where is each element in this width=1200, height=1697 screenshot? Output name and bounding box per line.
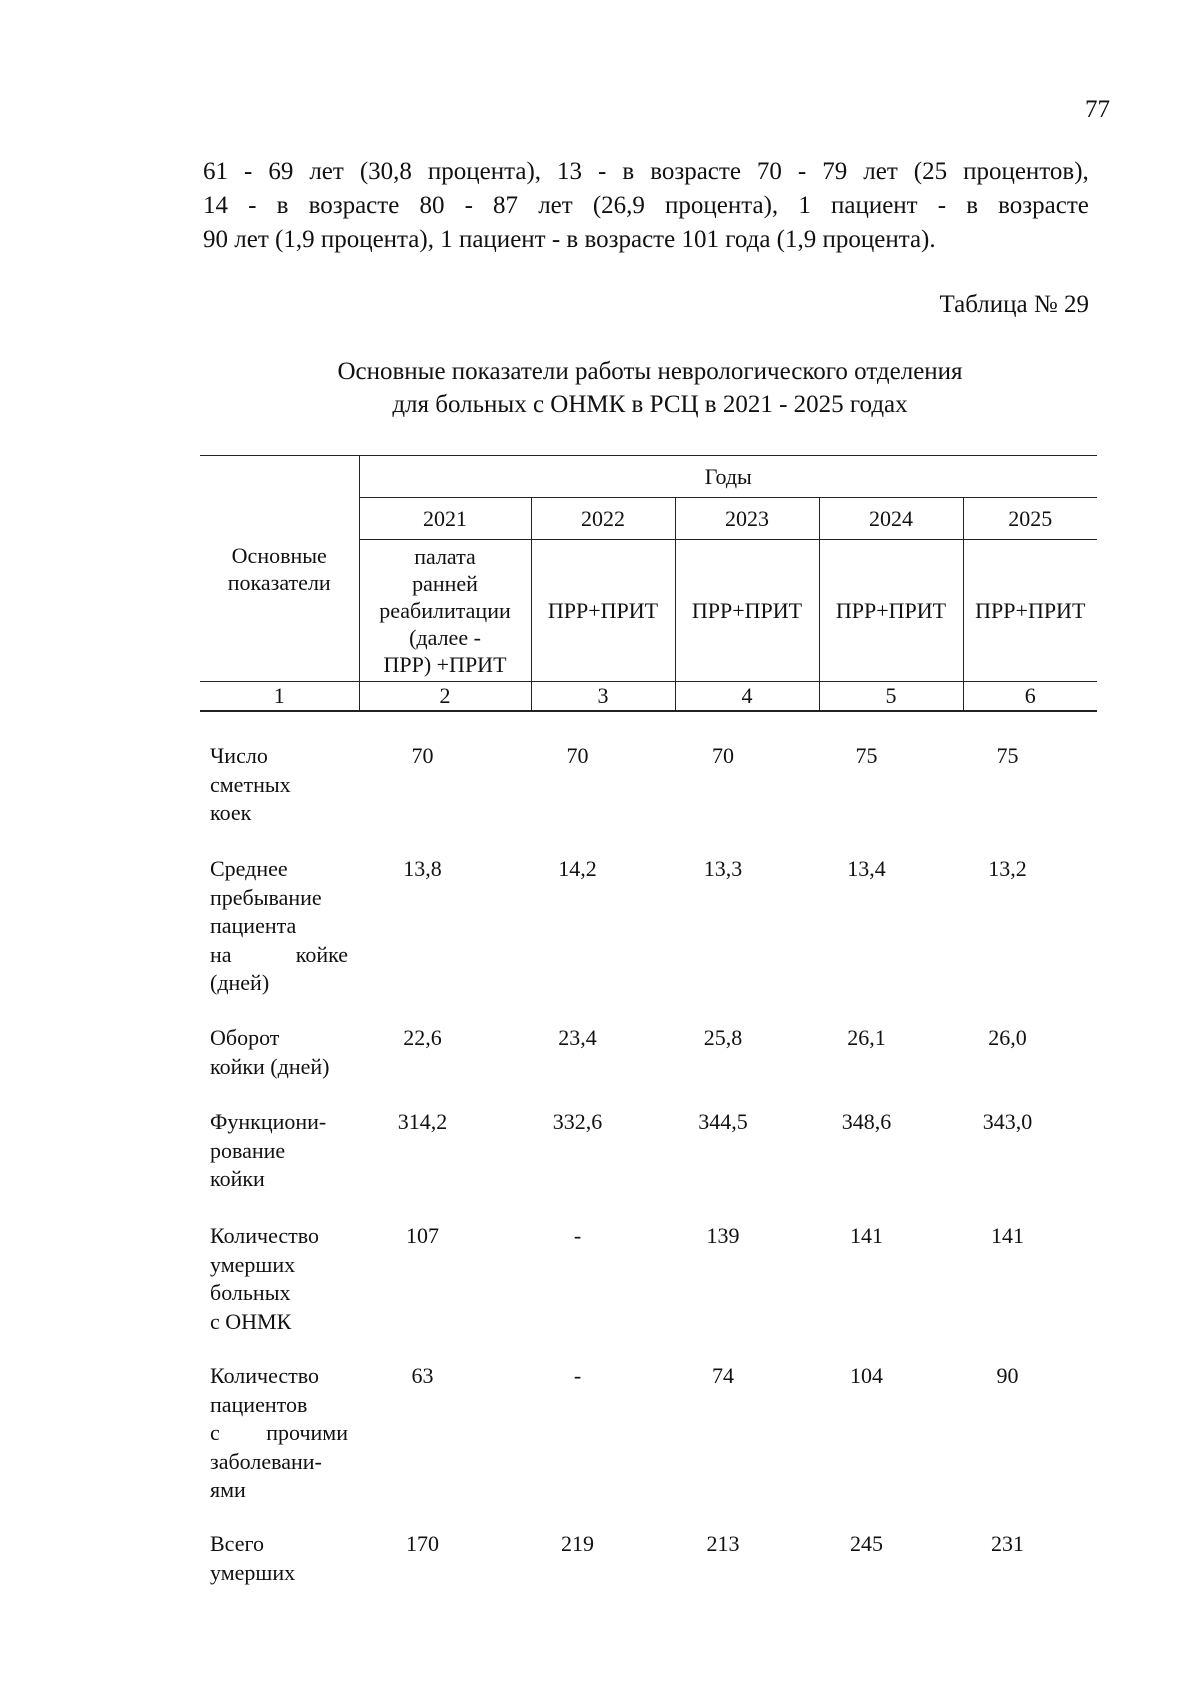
intro-word: (25 bbox=[913, 158, 948, 185]
row-label bbox=[210, 1108, 348, 1194]
row-label-line: Оборот bbox=[210, 1025, 280, 1050]
value-2024: 26,1 bbox=[847, 1025, 886, 1050]
column-number: 5 bbox=[819, 682, 963, 711]
unit-2021-line: ранней bbox=[412, 571, 478, 596]
value-2023: 25,8 bbox=[703, 1025, 743, 1050]
value-2025: 26,0 bbox=[988, 1025, 1027, 1050]
row-label-line: Функциони- bbox=[210, 1109, 327, 1134]
intro-word: 14 bbox=[203, 192, 228, 219]
header-indicators-label-line-1: Основные bbox=[231, 542, 327, 568]
value-2023: 139 bbox=[706, 1223, 740, 1248]
value-2021: 107 bbox=[406, 1223, 439, 1248]
row-label-line bbox=[210, 1419, 348, 1448]
unit-2021-line: палата bbox=[414, 544, 476, 569]
row-label bbox=[210, 855, 348, 998]
row-label-line: коек bbox=[210, 800, 252, 825]
header-year-2021: 2021 bbox=[359, 498, 531, 540]
intro-word: 1 bbox=[798, 192, 811, 219]
row-label-line: умерших bbox=[210, 1559, 296, 1585]
unit-2021-line: реабилитации bbox=[379, 598, 511, 623]
row-label-line bbox=[210, 941, 348, 970]
intro-line-1 bbox=[203, 155, 1089, 189]
value-2024: 75 bbox=[855, 743, 878, 768]
intro-word: - bbox=[797, 158, 807, 185]
value-2023: 344,5 bbox=[698, 1109, 748, 1134]
value-2022: 14,2 bbox=[558, 856, 597, 881]
row-label bbox=[210, 1362, 348, 1505]
row-label-line: пациента bbox=[210, 913, 297, 938]
value-2021: 70 bbox=[411, 743, 434, 768]
value-2024: 245 bbox=[850, 1531, 883, 1556]
intro-word: в bbox=[276, 192, 289, 219]
value-2024: 104 bbox=[850, 1363, 883, 1388]
row-label-word: с bbox=[210, 1420, 220, 1445]
row-label-line: умерших bbox=[210, 1251, 296, 1277]
header-indicators-label bbox=[200, 456, 359, 682]
value-2022: 23,4 bbox=[558, 1025, 597, 1050]
value-2024: 13,4 bbox=[847, 856, 886, 881]
table-title bbox=[200, 355, 1100, 421]
row-label-line: койки bbox=[210, 1166, 265, 1191]
column-number: 1 bbox=[200, 682, 359, 711]
column-number: 4 bbox=[675, 682, 819, 711]
table-number: Таблица № 29 bbox=[939, 291, 1089, 318]
value-2021: 13,8 bbox=[403, 856, 442, 881]
intro-line-3: 90 лет (1,9 процента), 1 пациент - в возрасте 101 года (1,9 процента). bbox=[203, 226, 936, 253]
header-unit-2021 bbox=[359, 540, 531, 682]
intro-word: пациент bbox=[830, 192, 918, 219]
header-unit-2023: ПРР+ПРИТ bbox=[675, 540, 819, 682]
value-2025: 13,2 bbox=[988, 856, 1027, 881]
value-2025: 231 bbox=[991, 1531, 1024, 1556]
value-2025: 141 bbox=[991, 1223, 1024, 1248]
row-label bbox=[210, 1530, 348, 1587]
row-label-line: пациентов bbox=[210, 1391, 308, 1417]
row-label-word: койке bbox=[295, 941, 348, 967]
intro-word: - bbox=[598, 158, 607, 185]
intro-word: в bbox=[622, 158, 635, 185]
value-2022: 70 bbox=[566, 743, 589, 768]
value-2021: 314,2 bbox=[397, 1109, 448, 1134]
intro-word: 70 bbox=[756, 158, 782, 185]
header-indicators-label-line-2: показатели bbox=[227, 569, 331, 595]
value-2023: 74 bbox=[712, 1363, 734, 1388]
row-label bbox=[210, 1222, 348, 1336]
row-label-line: Число bbox=[210, 743, 268, 768]
row-label-line: (дней) bbox=[210, 970, 270, 995]
intro-word: 61 bbox=[203, 158, 228, 185]
intro-word: возрасте bbox=[998, 192, 1089, 219]
header-unit-2025: ПРР+ПРИТ bbox=[963, 540, 1097, 682]
value-2024: 141 bbox=[850, 1223, 883, 1248]
row-label-line: Количество bbox=[210, 1363, 320, 1388]
row-label-line: койки (дней) bbox=[210, 1053, 330, 1079]
table-title-line-2: для больных с ОНМК в РСЦ в 2021 - 2025 годах bbox=[392, 391, 908, 418]
row-label-line: с ОНМК bbox=[210, 1308, 292, 1334]
row-label-line: пребывание bbox=[210, 884, 322, 910]
row-label-line: Всего bbox=[210, 1531, 264, 1556]
column-number: 2 bbox=[359, 682, 531, 711]
row-label bbox=[210, 742, 348, 828]
header-unit-2024: ПРР+ПРИТ bbox=[819, 540, 963, 682]
value-2025: 90 bbox=[996, 1363, 1019, 1388]
intro-word: - bbox=[464, 192, 473, 219]
value-2025: 75 bbox=[996, 743, 1019, 768]
header-year-2022: 2022 bbox=[531, 498, 675, 540]
intro-word: 87 bbox=[493, 192, 519, 219]
header-years-label: Годы bbox=[359, 456, 1097, 498]
intro-word: в bbox=[966, 192, 979, 219]
intro-paragraph bbox=[203, 155, 1089, 257]
intro-word: - bbox=[244, 158, 253, 185]
intro-word: лет bbox=[863, 158, 898, 185]
intro-word: (26,9 bbox=[592, 192, 645, 219]
unit-2021-line: ПРР) +ПРИТ bbox=[383, 652, 507, 677]
row-label-line: Среднее bbox=[210, 856, 288, 881]
value-2025: 343,0 bbox=[982, 1109, 1033, 1134]
page-number: 77 bbox=[1085, 96, 1110, 123]
header-year-2023: 2023 bbox=[675, 498, 819, 540]
row-label-line: заболевани- bbox=[210, 1448, 322, 1474]
intro-word: процента), bbox=[427, 158, 542, 185]
intro-word: процентов), bbox=[963, 158, 1089, 185]
row-label-line: рование bbox=[210, 1137, 286, 1163]
row-label-line: больных bbox=[210, 1280, 291, 1305]
row-label-line: ями bbox=[210, 1477, 246, 1502]
indicators-table-header bbox=[200, 455, 1097, 712]
intro-word: лет bbox=[309, 158, 344, 185]
intro-word: 79 bbox=[822, 158, 848, 185]
header-year-2025: 2025 bbox=[963, 498, 1097, 540]
intro-word: - bbox=[937, 192, 947, 219]
value-2023: 70 bbox=[712, 743, 734, 768]
intro-line-2 bbox=[203, 189, 1089, 223]
header-unit-2022: ПРР+ПРИТ bbox=[531, 540, 675, 682]
intro-word: - bbox=[248, 192, 257, 219]
column-number: 3 bbox=[531, 682, 675, 711]
row-label-line: сметных bbox=[210, 771, 291, 797]
value-2024: 348,6 bbox=[841, 1109, 892, 1134]
intro-word: (30,8 bbox=[359, 158, 412, 185]
value-2022: 332,6 bbox=[552, 1109, 603, 1134]
intro-word: возрасте bbox=[308, 192, 400, 219]
intro-word: возрасте bbox=[650, 158, 741, 185]
column-number: 6 bbox=[963, 682, 1097, 711]
intro-word: процента), bbox=[665, 192, 779, 219]
value-2022: - bbox=[573, 1223, 582, 1248]
value-2022: 219 bbox=[561, 1531, 594, 1556]
row-label-line: Количество bbox=[210, 1223, 320, 1248]
intro-word: 13 bbox=[557, 158, 583, 185]
value-2023: 213 bbox=[706, 1531, 740, 1556]
unit-2021-line: (далее - bbox=[409, 625, 481, 650]
value-2023: 13,3 bbox=[703, 856, 743, 881]
header-year-2024: 2024 bbox=[819, 498, 963, 540]
value-2021: 63 bbox=[411, 1363, 434, 1388]
row-label-word: на bbox=[210, 941, 232, 967]
table-title-line-1: Основные показатели работы неврологического отделения bbox=[337, 358, 963, 385]
value-2022: - bbox=[573, 1363, 582, 1388]
intro-word: лет bbox=[538, 192, 573, 219]
row-label-word: прочими bbox=[266, 1420, 348, 1445]
value-2021: 22,6 bbox=[403, 1025, 442, 1050]
intro-word: 69 bbox=[268, 158, 294, 185]
intro-word: 80 bbox=[419, 192, 445, 219]
row-label bbox=[210, 1024, 348, 1081]
value-2021: 170 bbox=[406, 1531, 439, 1556]
